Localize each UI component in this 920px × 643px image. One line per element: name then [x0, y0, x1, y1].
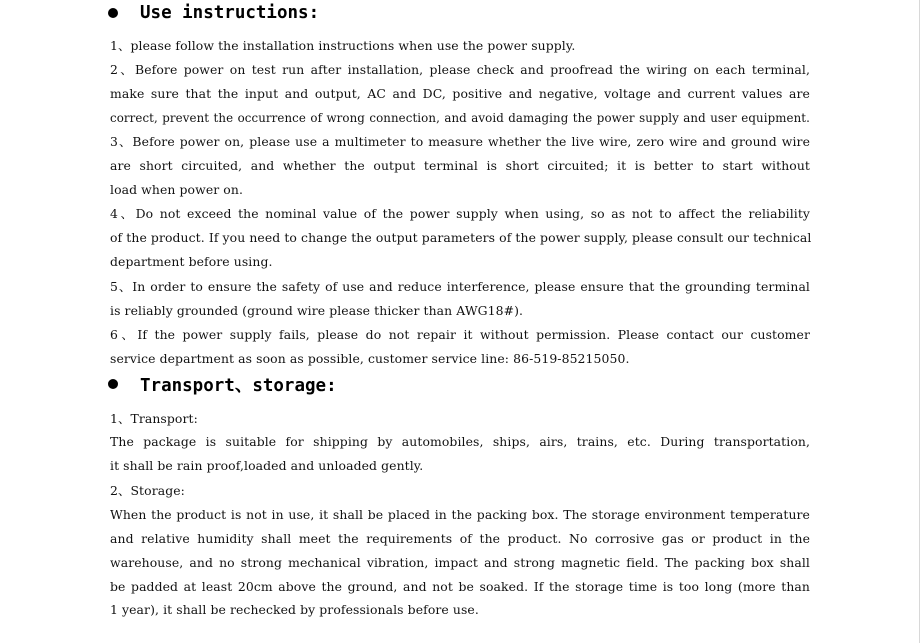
paragraph-line: are short circuited, and whether the output terminal is short circuited; it is better to start without: [110, 158, 810, 173]
paragraph-line: correct, prevent the occurrence of wrong connection, and avoid damaging the power supply and user equipment.: [110, 111, 810, 125]
paragraph-line: load when power on.: [110, 182, 243, 197]
paragraph-line: it shall be rain proof,loaded and unloaded gently.: [110, 458, 424, 473]
section-heading-use-instructions: [108, 0, 319, 26]
paragraph-line: 6、If the power supply fails, please do not repair it without permission. Please contact our customer: [110, 327, 810, 342]
paragraph-line: The package is suitable for shipping by automobiles, ships, airs, trains, etc. During transportation,: [110, 434, 810, 449]
paragraph-line: 4、Do not exceed the nominal value of the power supply when using, so as not to affect the reliability: [110, 206, 810, 221]
paragraph-line: 1、Transport:: [110, 411, 198, 426]
section-heading-transport-storage: [108, 371, 337, 397]
paragraph-line: When the product is not in use, it shall be placed in the packing box. The storage environment temperature: [110, 507, 810, 522]
paragraph-line: is reliably grounded (ground wire please thicker than AWG18#).: [110, 303, 524, 318]
bullet-icon: [108, 8, 118, 18]
paragraph-line: 1 year), it shall be rechecked by professionals before use.: [110, 602, 479, 617]
paragraph-line: 2、Before power on test run after installation, please check and proofread the wiring on each terminal,: [110, 62, 810, 77]
bullet-icon: [108, 379, 118, 389]
paragraph-line: 5、In order to ensure the safety of use and reduce interference, please ensure that the grounding terminal: [110, 279, 810, 294]
paragraph-line: service department as soon as possible, customer service line: 86-519-85215050.: [110, 351, 630, 366]
paragraph-line: 1、please follow the installation instructions when use the power supply.: [110, 38, 576, 53]
paragraph-line: warehouse, and no strong mechanical vibration, impact and strong magnetic field. The packing box shall: [110, 555, 810, 570]
paragraph-line: of the product. If you need to change the output parameters of the power supply, please consult our technical: [110, 230, 812, 245]
paragraph-line: make sure that the input and output, AC and DC, positive and negative, voltage and current values are: [110, 86, 810, 101]
section-heading-text: Use instructions:: [140, 3, 320, 23]
paragraph-line: be padded at least 20cm above the ground, and not be soaked. If the storage time is too long (more than: [110, 579, 810, 594]
paragraph-line: department before using.: [110, 254, 273, 269]
paragraph-line: and relative humidity shall meet the requirements of the product. No corrosive gas or product in the: [110, 531, 810, 546]
section-heading-text: Transport、storage:: [140, 375, 337, 396]
paragraph-line: 2、Storage:: [110, 483, 185, 498]
paragraph-line: 3、Before power on, please use a multimeter to measure whether the live wire, zero wire and ground wire: [110, 134, 810, 149]
